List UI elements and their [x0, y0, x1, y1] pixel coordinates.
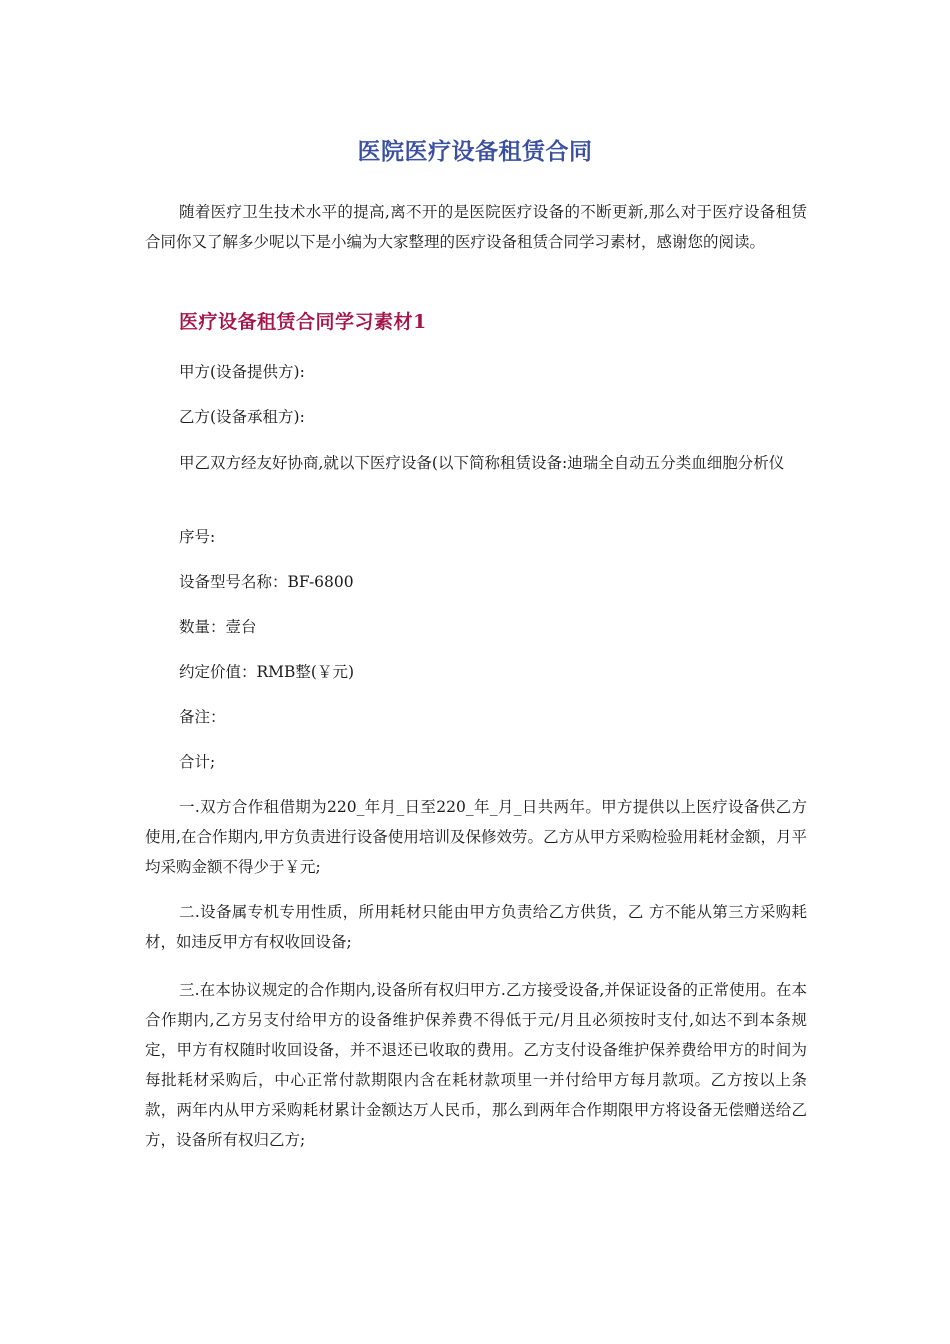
value-line: 约定价值：RMB整(￥元)	[179, 663, 355, 681]
quantity-line: 数量：壹台	[179, 618, 257, 636]
party-a-line: 甲方(设备提供方):	[179, 363, 305, 381]
model-line: 设备型号名称：BF-6800	[179, 573, 354, 591]
intro-paragraph: 随着医疗卫生技术水平的提高,离不开的是医院医疗设备的不断更新,那么对于医疗设备租赁合同你又了解多少呢以下是小编为大家整理的医疗设备租赁合同学习素材，感谢您的阅读。	[145, 203, 807, 251]
total-line: 合计;	[179, 753, 216, 771]
clause-3-paragraph: 三.在本协议规定的合作期内,设备所有权归甲方.乙方接受设备,并保证设备的正常使用。在本合作期内,乙方另支付给甲方的设备维护保养费不得低于元/月且必须按时支付,如达不到本条规定，甲方有权随时收回设备，并不退还已收取的费用。乙方支付设备维护保养费给甲方的时间为每批耗材采购后，中心正常付款期限内含在耗材款项里一并付给甲方每月款项。乙方按以上条款，两年内从甲方采购耗材累计金额达万人民币，那么到两年合作期限甲方将设备无偿赠送给乙方，设备所有权归乙方;	[145, 981, 807, 1149]
clause-2-paragraph: 二.设备属专机专用性质，所用耗材只能由甲方负责给乙方供货，乙 方不能从第三方采购耗材，如违反甲方有权收回设备;	[145, 903, 807, 951]
section-heading: 医疗设备租赁合同学习素材1	[179, 311, 427, 333]
remarks-line: 备注：	[179, 708, 226, 726]
party-b-line: 乙方(设备承租方):	[179, 408, 305, 426]
document-title: 医院医疗设备租赁合同	[357, 138, 593, 165]
agreement-paragraph: 甲乙双方经友好协商,就以下医疗设备(以下简称租赁设备:迪瑞全自动五分类血细胞分析仪	[179, 454, 785, 472]
serial-number-line: 序号:	[179, 528, 216, 546]
clause-1-paragraph: 一.双方合作租借期为220_年月_日至220_年_月_日共两年。甲方提供以上医疗设备供乙方使用,在合作期内,甲方负责进行设备使用培训及保修效劳。乙方从甲方采购检验用耗材金额，月平均采购金额不得少于￥元;	[145, 798, 807, 876]
